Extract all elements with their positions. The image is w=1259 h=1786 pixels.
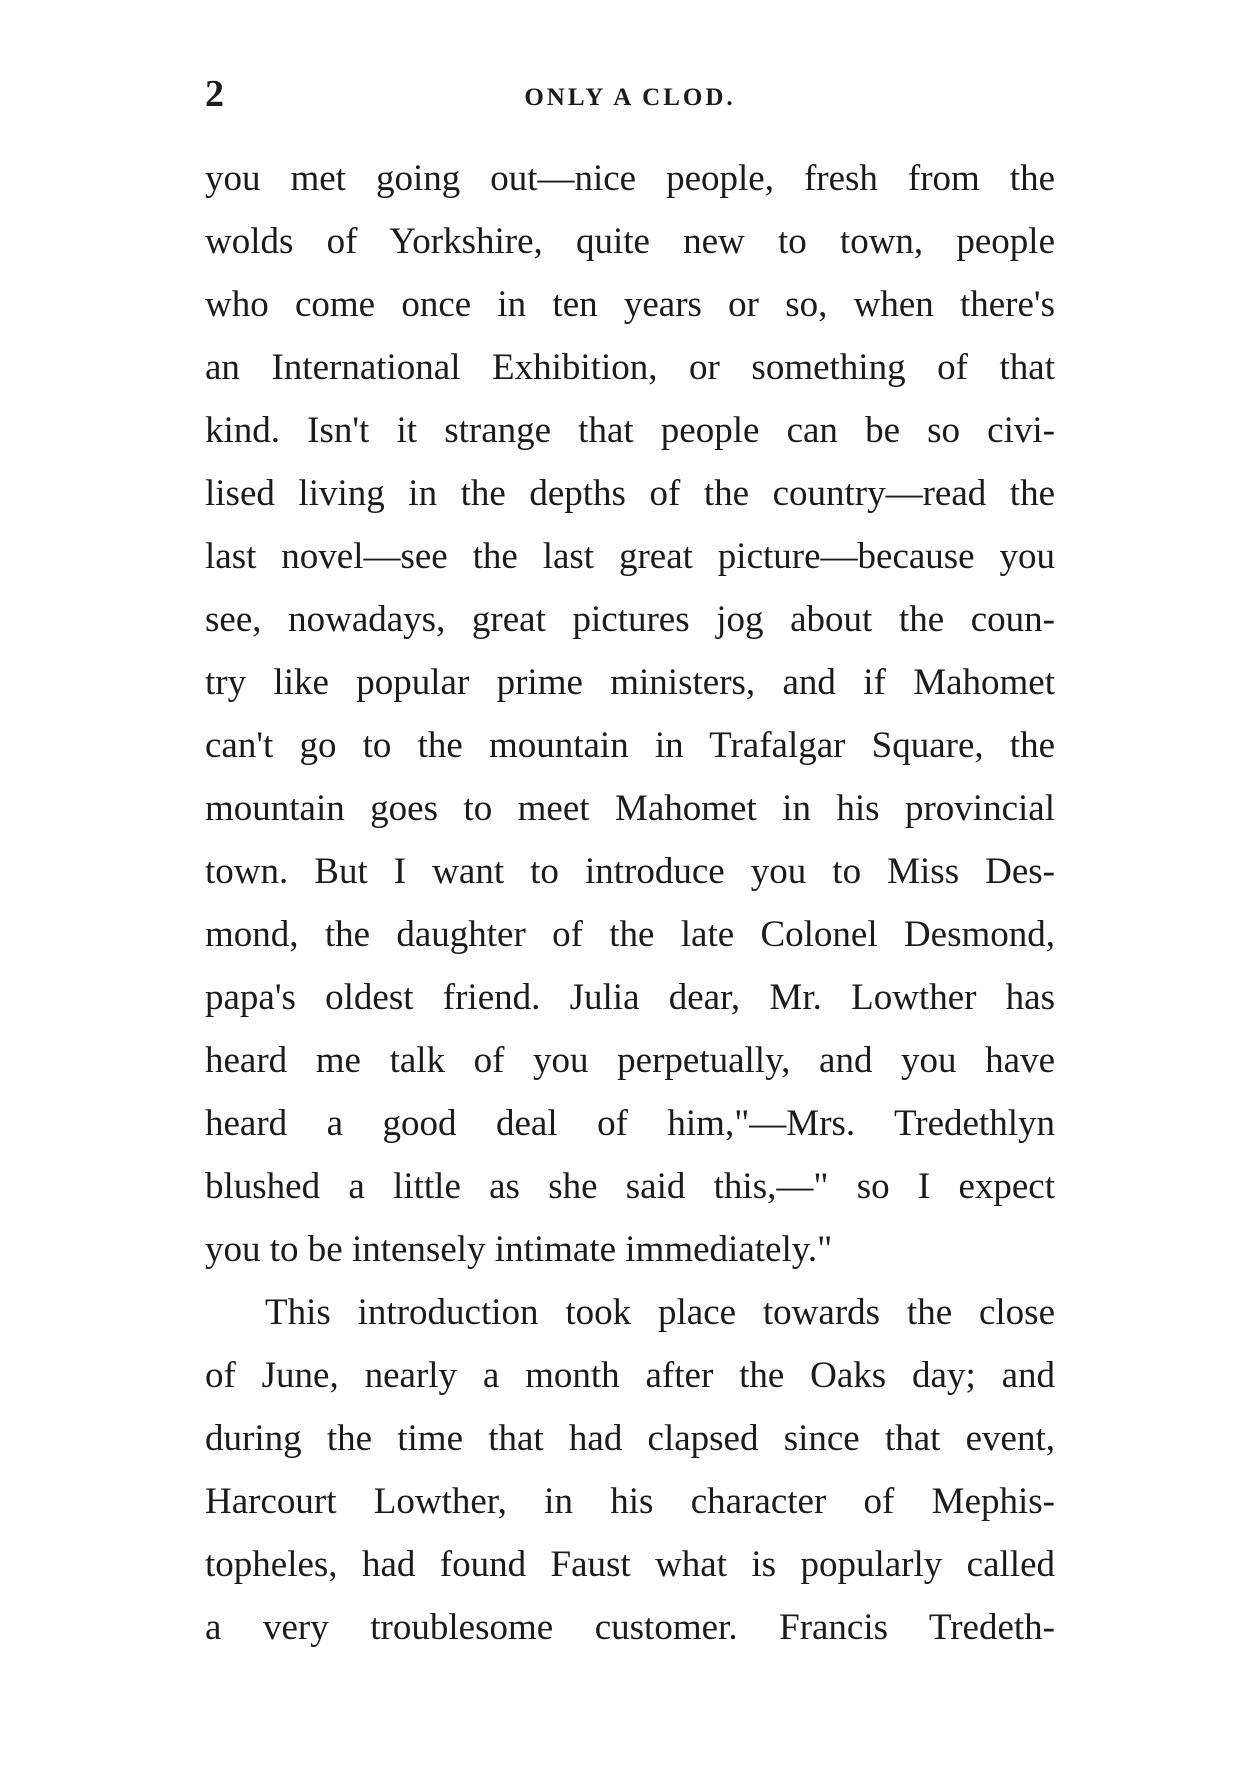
- text-line: during the time that had clapsed since that event,: [205, 1418, 1055, 1459]
- text-line: mountain goes to meet Mahomet in his provincial: [205, 788, 1055, 829]
- text-line: mond, the daughter of the late Colonel Desmond,: [205, 914, 1055, 955]
- body-text: [205, 147, 1055, 1659]
- text-line: see, nowadays, great pictures jog about the coun-: [205, 599, 1055, 640]
- text-line: heard a good deal of him,"—Mrs. Tredethlyn: [205, 1103, 1055, 1144]
- paragraph-end-line: you to be intensely intimate immediately.": [205, 1229, 833, 1270]
- text-line: Harcourt Lowther, in his character of Mephis-: [205, 1481, 1055, 1522]
- text-line: try like popular prime ministers, and if Mahomet: [205, 662, 1055, 703]
- text-line: a very troublesome customer. Francis Tredeth-: [205, 1607, 1055, 1648]
- text-line: an International Exhibition, or something of that: [205, 347, 1055, 388]
- text-line: last novel—see the last great picture—because you: [205, 536, 1055, 577]
- text-line: lised living in the depths of the country—read the: [205, 473, 1055, 514]
- paragraph-start-line: This introduction took place towards the close: [265, 1292, 1055, 1333]
- text-line: wolds of Yorkshire, quite new to town, people: [205, 221, 1055, 262]
- page-number: 2: [205, 73, 224, 115]
- text-line: kind. Isn't it strange that people can be so civi-: [205, 410, 1055, 451]
- text-line: topheles, had found Faust what is popularly called: [205, 1544, 1055, 1585]
- text-line: heard me talk of you perpetually, and you have: [205, 1040, 1055, 1081]
- text-line: who come once in ten years or so, when there's: [205, 284, 1055, 325]
- text-line: you met going out—nice people, fresh from the: [205, 158, 1055, 199]
- running-title: ONLY A CLOD.: [524, 84, 736, 111]
- text-line: of June, nearly a month after the Oaks day; and: [205, 1355, 1055, 1396]
- text-line: can't go to the mountain in Trafalgar Square, the: [205, 725, 1055, 766]
- text-line: town. But I want to introduce you to Miss Des-: [205, 851, 1055, 892]
- text-line: papa's oldest friend. Julia dear, Mr. Lowther has: [205, 977, 1055, 1018]
- text-line: blushed a little as she said this,—" so I expect: [205, 1166, 1055, 1207]
- page-header: [205, 72, 1055, 122]
